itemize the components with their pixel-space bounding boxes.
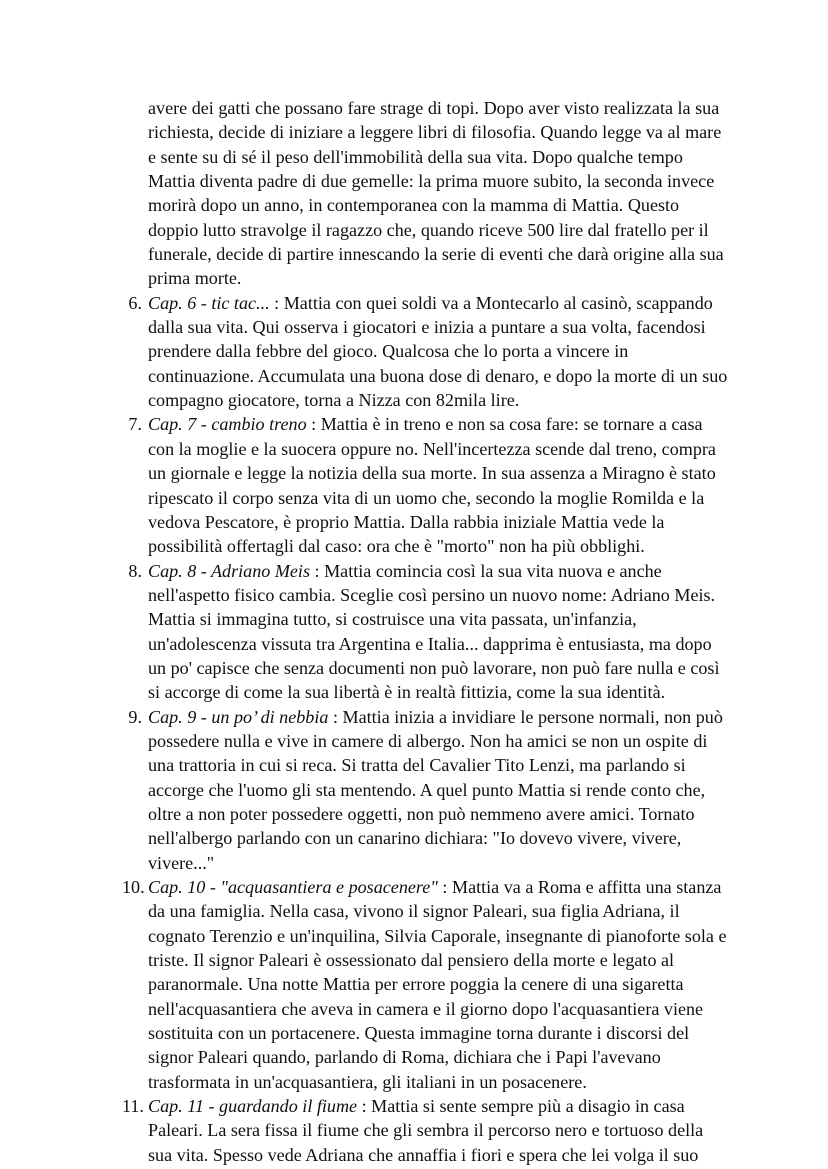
chapter-title: Cap. 6 - tic tac...: [148, 292, 270, 313]
chapter-description: : Mattia va a Roma e affitta una stanza da una famiglia. Nella casa, vivono il signor Paleari, sua figlia Adriana, il cognato Terenzio e un'inquilina, Silvia Caporale, insegnante di pianoforte sola e triste. Il signor Paleari è ossessionato dal pensiero della morte e legato al paranormale. Una notte Mattia per errore poggia la cenere di una sigaretta nell'acquasantiera che aveva in camera e il giorno dopo l'acquasantiera viene sostituita con un portacenere. Questa immagine torna durante i discorsi del signor Paleari quando, parlando di Roma, dichiara che i Papi l'avevano trasformata in un'acquasantiera, gli italiani in un posacenere.: [148, 877, 727, 1092]
chapter-title: Cap. 7 - cambio treno: [148, 414, 307, 435]
list-item-number: 10.: [122, 877, 145, 897]
list-item-number: 8.: [128, 560, 142, 581]
chapter-description: : Mattia inizia a invidiare le persone normali, non può possedere nulla e vive in camere di albergo. Non ha amici se non un ospite di una trattoria in cui si reca. Si tratta del Cavalier Tito Lenzi, ma parlando si accorge che l'uomo gli sta mentendo. A quel punto Mattia si rende conto che, oltre a non poter possedere oggetti, non può nemmeno avere amici. Tornato nell'albergo parlando con un canarino dichiara: "Io dovevo vivere, vivere, vivere...": [148, 706, 723, 873]
chapter-title: Cap. 8 - Adriano Meis: [148, 560, 311, 581]
list-item-number: 9.: [128, 706, 142, 727]
list-item-number: 11.: [122, 1096, 144, 1117]
chapter-description: : Mattia con quei soldi va a Montecarlo al casinò, scappando dalla sua vita. Qui osserva i giocatori e inizia a puntare a sua volta, facendosi prendere dalla febbre del gioco. Qualcosa che lo porta a vincere in continuazione. Accumulata una buona dose di denaro, e dopo la morte di un suo compagno giocatore, torna a Nizza con 82mila lire.: [148, 292, 728, 411]
chapter-title: Cap. 9 - un po’ di nebbia: [148, 706, 329, 727]
chapter-description: : Mattia è in treno e non sa cosa fare: se tornare a casa con la moglie e la suocera oppure no. Nell'incertezza scende dal treno, compra un giornale e legge la notizia della sua morte. In sua assenza a Miragno è stato ripescato il corpo senza vita di un uomo che, secondo la moglie Romilda e la vedova Pescatore, è proprio Mattia. Dalla rabbia iniziale Mattia vede la possibilità offertagli dal caso: ora che è "morto" non ha più obblighi.: [148, 414, 716, 557]
chapter-title: Cap. 11 - guardando il fiume: [148, 1096, 358, 1117]
chapter-title: Cap. 10 - "acquasantiera e posacenere": [148, 877, 438, 897]
continuation-paragraph: avere dei gatti che possano fare strage di topi. Dopo aver visto realizzata la sua richiesta, decide di iniziare a leggere libri di filosofia. Quando legge va al mare e sente su di sé il peso dell'immobilità della sua vita. Dopo qualche tempo Mattia diventa padre di due gemelle: la prima muore subito, la seconda invece morirà dopo un anno, in contemporanea con la mamma di Mattia. Questo doppio lutto stravolge il ragazzo che, quando riceve 500 lire dal fratello per il funerale, decide di partire innescando la serie di eventi che darà origine alla sua prima morte.: [148, 98, 724, 289]
list-item-number: 6.: [128, 292, 142, 313]
list-item: [122, 1094, 730, 1167]
list-item-number: 7.: [128, 414, 142, 435]
list-item: [122, 559, 730, 705]
list-item: [122, 412, 730, 558]
list-item: [122, 705, 730, 875]
chapter-description: : Mattia si sente sempre più a disagio in casa Paleari. La sera fissa il fiume che gli sembra il percorso nero e tortuoso della sua vita. Spesso vede Adriana che annaffia i fiori e spera che lei volga il suo: [148, 1096, 704, 1165]
list-item: [122, 875, 730, 1094]
chapter-description: : Mattia comincia così la sua vita nuova e anche nell'aspetto fisico cambia. Sceglie così persino un nuovo nome: Adriano Meis. Mattia si immagina tutto, si costruisce una vita passata, un'infanzia, un'adolescenza vissuta tra Argentina e Italia... dapprima è entusiasta, ma dopo un po' capisce che senza documenti non può lavorare, non può fare nulla e così si accorge di come la sua libertà è in realtà fittizia, come la sua identità.: [148, 560, 720, 703]
document-body: [122, 96, 730, 1167]
chapter-summary-list: [122, 291, 730, 1167]
list-item: [122, 291, 730, 413]
